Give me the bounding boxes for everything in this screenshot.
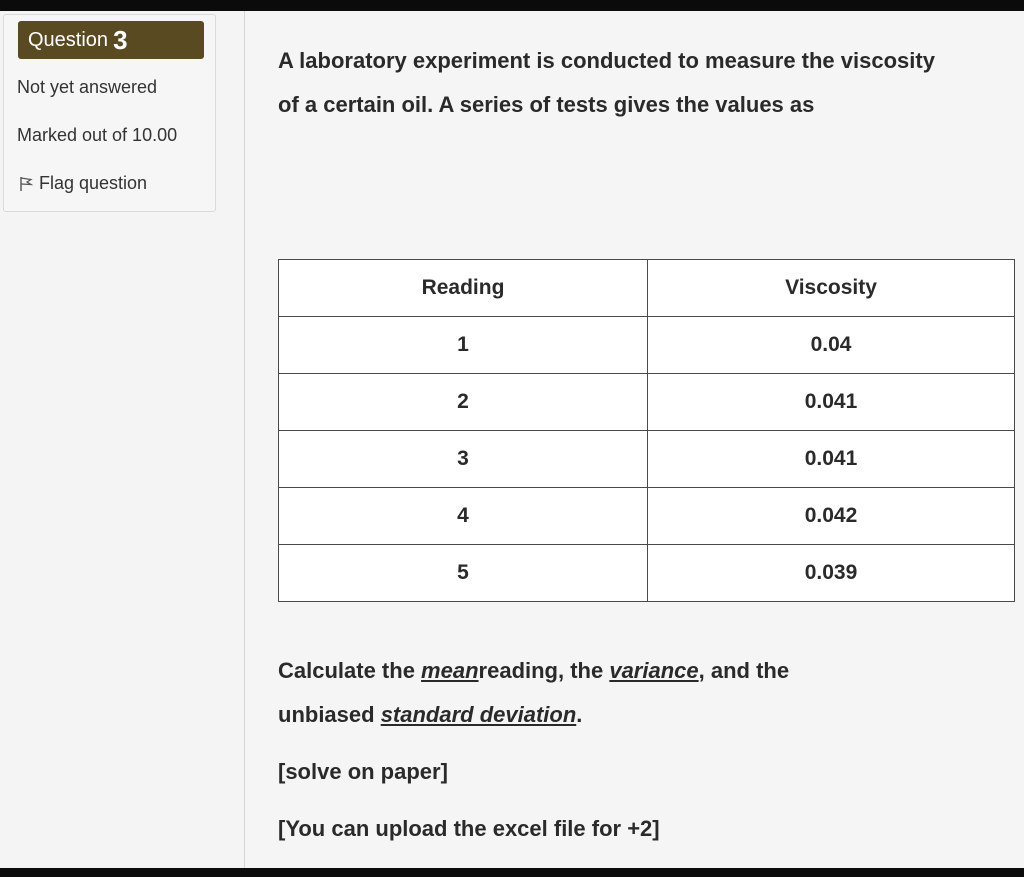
table-row bbox=[279, 488, 1015, 545]
reading-cell: 5 bbox=[279, 545, 648, 602]
table-row bbox=[279, 317, 1015, 374]
reading-cell: 3 bbox=[279, 431, 648, 488]
header-viscosity: Viscosity bbox=[648, 260, 1015, 317]
question-info-panel bbox=[3, 14, 216, 212]
question-number: 3 bbox=[113, 24, 128, 55]
prompt-line-1: A laboratory experiment is conducted to measure the viscosity bbox=[278, 48, 935, 73]
reading-cell: 2 bbox=[279, 374, 648, 431]
mean-term: mean bbox=[421, 658, 479, 683]
calculate-instruction-line-2 bbox=[278, 702, 582, 728]
bottom-bar bbox=[0, 868, 1024, 877]
flag-question-label: Flag question bbox=[39, 173, 148, 193]
upload-note: [You can upload the excel file for +2] bbox=[278, 816, 660, 841]
flag-question-button[interactable] bbox=[19, 173, 147, 194]
marks-info: Marked out of 10.00 bbox=[17, 125, 178, 145]
table-row bbox=[279, 431, 1015, 488]
header-reading: Reading bbox=[279, 260, 648, 317]
question-content bbox=[245, 11, 1024, 868]
unbiased-word: unbiased bbox=[278, 702, 381, 727]
prompt-line-2: of a certain oil. A series of tests gives the values as bbox=[278, 92, 815, 117]
table-row bbox=[279, 374, 1015, 431]
viscosity-cell: 0.039 bbox=[648, 545, 1015, 602]
viscosity-cell: 0.04 bbox=[648, 317, 1015, 374]
reading-cell: 4 bbox=[279, 488, 648, 545]
viscosity-cell: 0.041 bbox=[648, 374, 1015, 431]
period: . bbox=[576, 702, 583, 727]
viscosity-cell: 0.042 bbox=[648, 488, 1015, 545]
viscosity-cell: 0.041 bbox=[648, 431, 1015, 488]
calc-prefix: Calculate the bbox=[278, 658, 422, 683]
top-bar bbox=[0, 0, 1024, 11]
variance-term: variance bbox=[609, 658, 699, 683]
viscosity-table bbox=[278, 259, 1015, 602]
solve-note: [solve on paper] bbox=[278, 759, 448, 784]
calc-mid: reading, the bbox=[478, 658, 610, 683]
calc-suffix: , and the bbox=[698, 658, 790, 683]
table-row bbox=[279, 545, 1015, 602]
calculate-instruction-line-1 bbox=[278, 658, 789, 684]
std-dev-term: standard deviation bbox=[380, 702, 577, 727]
answer-status: Not yet answered bbox=[17, 77, 158, 97]
question-number-badge bbox=[18, 21, 204, 59]
reading-cell: 1 bbox=[279, 317, 648, 374]
flag-icon bbox=[19, 176, 33, 192]
question-label: Question bbox=[28, 28, 109, 51]
table-header-row bbox=[279, 260, 1015, 317]
